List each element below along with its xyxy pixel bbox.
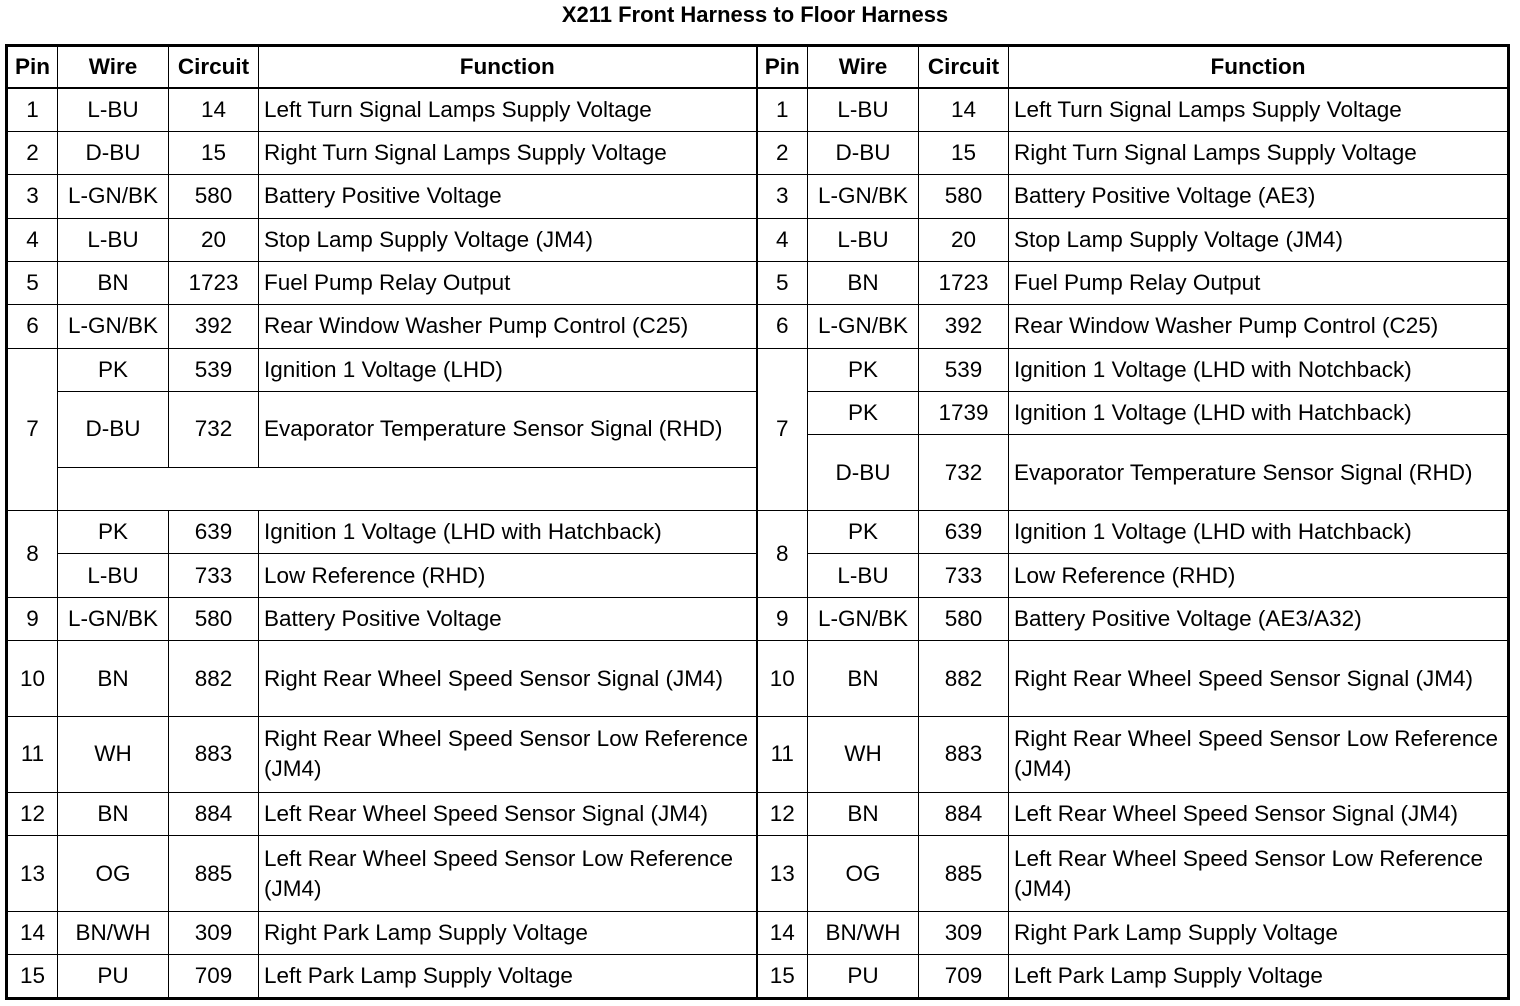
circuit-cell: 309 [919,912,1009,955]
wire-cell: BN/WH [808,912,919,955]
wire-cell: L-GN/BK [808,305,919,348]
pin-cell: 10 [7,641,58,717]
wire-cell: BN [808,641,919,717]
function-cell: Left Rear Wheel Speed Sensor Low Reference (JM4) [259,836,757,912]
circuit-cell: 392 [919,305,1009,348]
pin-cell: 1 [7,88,58,131]
pin-rows [7,88,1509,999]
function-cell: Ignition 1 Voltage (LHD) [259,348,757,391]
table-row [7,836,1509,912]
table-row [7,218,1509,261]
table-row [7,597,1509,640]
pin-cell: 15 [7,955,58,999]
table-row [7,792,1509,835]
function-cell: Right Park Lamp Supply Voltage [259,912,757,955]
function-cell: Fuel Pump Relay Output [1009,261,1509,304]
table-row [7,261,1509,304]
circuit-cell: 15 [169,131,259,174]
function-cell: Right Park Lamp Supply Voltage [1009,912,1509,955]
function-cell: Left Turn Signal Lamps Supply Voltage [1009,88,1509,131]
circuit-cell: 392 [169,305,259,348]
pin-cell: 3 [757,175,808,218]
circuit-cell: 732 [169,391,259,467]
function-cell: Right Rear Wheel Speed Sensor Low Reference (JM4) [1009,717,1509,793]
function-cell: Battery Positive Voltage (AE3/A32) [1009,597,1509,640]
circuit-cell: 14 [169,88,259,131]
wire-cell: D-BU [808,131,919,174]
pin-cell: 10 [757,641,808,717]
circuit-cell: 309 [169,912,259,955]
wire-cell: BN [58,792,169,835]
circuit-cell: 885 [919,836,1009,912]
function-cell: Stop Lamp Supply Voltage (JM4) [259,218,757,261]
function-cell: Left Turn Signal Lamps Supply Voltage [259,88,757,131]
function-cell: Evaporator Temperature Sensor Signal (RHD) [259,391,757,467]
wire-cell: WH [808,717,919,793]
wire-cell: L-GN/BK [808,597,919,640]
circuit-cell: 885 [169,836,259,912]
circuit-cell: 580 [919,175,1009,218]
wire-cell: WH [58,717,169,793]
wire-cell: L-BU [58,88,169,131]
function-cell: Left Rear Wheel Speed Sensor Low Reference (JM4) [1009,836,1509,912]
table-row [7,175,1509,218]
pinout-table [5,44,1510,1000]
pin-cell: 4 [757,218,808,261]
circuit-cell: 882 [919,641,1009,717]
wire-cell: OG [58,836,169,912]
table-row [7,305,1509,348]
function-cell: Ignition 1 Voltage (LHD with Hatchback) [259,511,757,554]
pin-cell: 1 [757,88,808,131]
circuit-cell: 883 [169,717,259,793]
pin-cell: 13 [7,836,58,912]
wire-cell: PU [808,955,919,999]
pin-cell: 7 [7,348,58,511]
function-cell: Left Park Lamp Supply Voltage [259,955,757,999]
header-function: Function [1009,46,1509,89]
wire-cell: OG [808,836,919,912]
pin-cell: 9 [757,597,808,640]
pin-cell: 12 [757,792,808,835]
pin-cell: 14 [757,912,808,955]
pin-cell: 14 [7,912,58,955]
pin-cell: 4 [7,218,58,261]
wire-cell: L-GN/BK [58,175,169,218]
pin-cell: 6 [757,305,808,348]
pin-cell: 8 [7,511,58,598]
wire-cell: L-BU [58,554,169,597]
function-cell: Right Rear Wheel Speed Sensor Signal (JM4) [259,641,757,717]
function-cell: Low Reference (RHD) [1009,554,1509,597]
wire-cell: L-BU [808,218,919,261]
header-wire: Wire [808,46,919,89]
circuit-cell: 883 [919,717,1009,793]
pin-cell: 13 [757,836,808,912]
function-cell: Ignition 1 Voltage (LHD with Hatchback) [1009,391,1509,434]
wire-cell: BN [58,641,169,717]
circuit-cell: 539 [169,348,259,391]
wire-cell: BN [58,261,169,304]
wire-cell: PK [808,511,919,554]
circuit-cell: 1723 [169,261,259,304]
header-row [7,46,1509,89]
function-cell: Right Rear Wheel Speed Sensor Low Reference (JM4) [259,717,757,793]
circuit-cell: 14 [919,88,1009,131]
header-function: Function [259,46,757,89]
pin-cell: 11 [7,717,58,793]
wire-cell: D-BU [58,391,169,467]
circuit-cell: 580 [169,597,259,640]
header-pin: Pin [7,46,58,89]
wire-cell: L-GN/BK [808,175,919,218]
function-cell: Rear Window Washer Pump Control (C25) [1009,305,1509,348]
function-cell: Left Rear Wheel Speed Sensor Signal (JM4) [259,792,757,835]
wire-cell: PK [58,348,169,391]
table-row [7,912,1509,955]
wire-cell: PU [58,955,169,999]
circuit-cell: 580 [169,175,259,218]
circuit-cell: 639 [169,511,259,554]
pin-cell: 15 [757,955,808,999]
table-row [7,131,1509,174]
wire-cell: L-BU [808,554,919,597]
circuit-cell: 580 [919,597,1009,640]
wire-cell: D-BU [808,435,919,511]
function-cell: Left Rear Wheel Speed Sensor Signal (JM4) [1009,792,1509,835]
pin-cell: 7 [757,348,808,511]
table-row [7,641,1509,717]
pin-cell: 2 [7,131,58,174]
header-circuit: Circuit [919,46,1009,89]
pin-cell: 2 [757,131,808,174]
pin-cell: 8 [757,511,808,598]
wire-cell: BN [808,261,919,304]
wire-cell: L-BU [808,88,919,131]
pin-cell: 3 [7,175,58,218]
circuit-cell: 1739 [919,391,1009,434]
pin-cell: 5 [7,261,58,304]
wire-cell: PK [808,348,919,391]
header-circuit: Circuit [169,46,259,89]
function-cell: Right Rear Wheel Speed Sensor Signal (JM4) [1009,641,1509,717]
page-title: X211 Front Harness to Floor Harness [561,2,949,27]
wire-cell: PK [808,391,919,434]
function-cell: Ignition 1 Voltage (LHD with Notchback) [1009,348,1509,391]
wire-cell: BN/WH [58,912,169,955]
function-cell: Low Reference (RHD) [259,554,757,597]
function-cell: Battery Positive Voltage [259,175,757,218]
pin-cell: 11 [757,717,808,793]
pin-cell: 5 [757,261,808,304]
table-row [7,348,1509,391]
circuit-cell: 884 [919,792,1009,835]
pin-cell: 12 [7,792,58,835]
pin-cell: 9 [7,597,58,640]
function-cell: Right Turn Signal Lamps Supply Voltage [259,131,757,174]
function-cell: Left Park Lamp Supply Voltage [1009,955,1509,999]
circuit-cell: 539 [919,348,1009,391]
circuit-cell: 20 [919,218,1009,261]
table-row [7,88,1509,131]
wire-cell: PK [58,511,169,554]
circuit-cell: 639 [919,511,1009,554]
wire-cell: D-BU [58,131,169,174]
wire-cell: L-BU [58,218,169,261]
circuit-cell: 882 [169,641,259,717]
function-cell: Ignition 1 Voltage (LHD with Hatchback) [1009,511,1509,554]
function-cell: Right Turn Signal Lamps Supply Voltage [1009,131,1509,174]
function-cell: Fuel Pump Relay Output [259,261,757,304]
circuit-cell: 1723 [919,261,1009,304]
circuit-cell: 732 [919,435,1009,511]
function-cell: Stop Lamp Supply Voltage (JM4) [1009,218,1509,261]
circuit-cell: 709 [169,955,259,999]
function-cell: Battery Positive Voltage [259,597,757,640]
wire-cell: L-GN/BK [58,305,169,348]
table-row [7,511,1509,554]
circuit-cell: 709 [919,955,1009,999]
function-cell: Rear Window Washer Pump Control (C25) [259,305,757,348]
table-row [7,955,1509,999]
circuit-cell: 15 [919,131,1009,174]
circuit-cell: 733 [919,554,1009,597]
wire-cell: BN [808,792,919,835]
circuit-cell: 733 [169,554,259,597]
function-cell: Battery Positive Voltage (AE3) [1009,175,1509,218]
table-row [7,717,1509,793]
pin-cell: 6 [7,305,58,348]
circuit-cell: 884 [169,792,259,835]
wire-cell: L-GN/BK [58,597,169,640]
header-pin: Pin [757,46,808,89]
header-wire: Wire [58,46,169,89]
function-cell: Evaporator Temperature Sensor Signal (RHD) [1009,435,1509,511]
circuit-cell: 20 [169,218,259,261]
